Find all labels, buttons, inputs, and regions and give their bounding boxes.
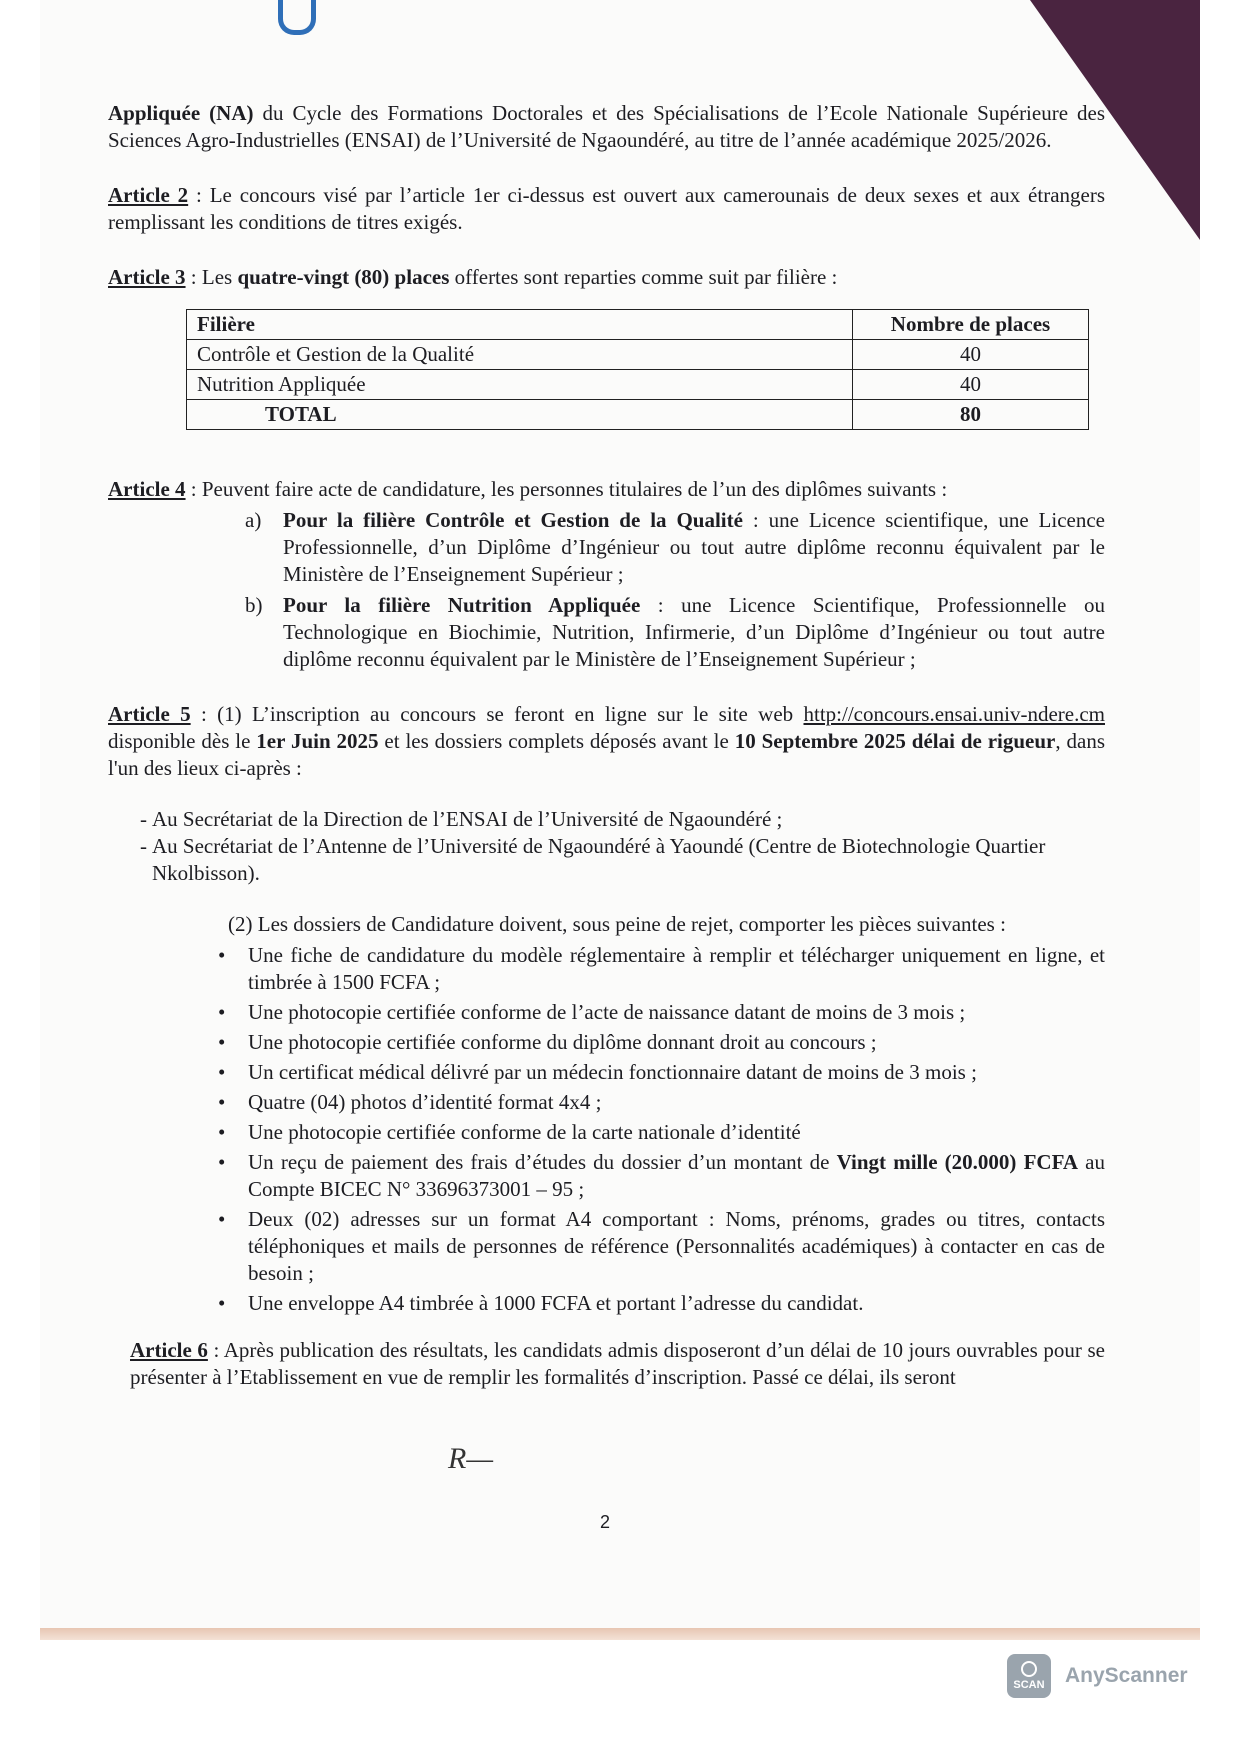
list-item: - Au Secrétariat de l’Antenne de l’Université de Ngaoundéré à Yaoundé (Centre de Biotechnologie Quartier Nkolbisson).	[140, 833, 1105, 887]
article-4-label: Article 4	[108, 477, 186, 501]
article-5-label: Article 5	[108, 702, 191, 726]
header-places: Nombre de places	[853, 310, 1089, 340]
table-total-row: TOTAL 80	[187, 400, 1089, 430]
page-number: 2	[600, 1512, 611, 1532]
locations-list	[140, 806, 1105, 887]
dossier-intro: (2) Les dossiers de Candidature doivent, sous peine de rejet, comporter les pièces suivantes :	[228, 912, 1006, 936]
website-link[interactable]: http://concours.ensai.univ-ndere.cm	[803, 702, 1105, 726]
scanner-watermark	[1007, 1654, 1188, 1698]
list-item: • Une photocopie certifiée conforme du diplôme donnant droit au concours ;	[218, 1029, 1105, 1056]
table-header-row	[187, 310, 1089, 340]
article-2: Article 2 : Le concours visé par l’article 1er ci-dessus est ouvert aux camerounais de deux sexes et aux étrangers remplissant les conditions de titres exigés.	[108, 183, 1105, 234]
article-6: Article 6 : Après publication des résultats, les candidats admis disposeront d’un délai de 10 jours ouvrables pour se présenter à l’Etablissement en vue de remplir les formalités d’inscription. Passé ce délai, ils seront	[130, 1338, 1105, 1389]
list-item: - Au Secrétariat de la Direction de l’ENSAI de l’Université de Ngaoundéré ;	[140, 806, 1105, 833]
list-item: • Une fiche de candidature du modèle réglementaire à remplir et télécharger uniquement en ligne, et timbrée à 1500 FCFA ;	[218, 942, 1105, 996]
scanner-brand: AnyScanner	[1065, 1664, 1188, 1687]
list-item: a) Pour la filière Contrôle et Gestion de la Qualité : une Licence scientifique, une Licence Professionnelle, d’un Diplôme d’Ingénieur ou tout autre diplôme reconnu équivalent par le Ministère de l’Enseignement Supérieur ;	[245, 508, 1105, 586]
scan-logo-icon: SCAN	[1007, 1654, 1051, 1698]
document-body	[108, 100, 1105, 1419]
article-4: Article 4 : Peuvent faire acte de candidature, les personnes titulaires de l’un des diplômes suivants :	[108, 477, 948, 501]
places-table	[186, 309, 1089, 430]
documents-list	[108, 942, 1105, 1317]
article-2-label: Article 2	[108, 183, 189, 207]
list-item: • Une enveloppe A4 timbrée à 1000 FCFA et portant l’adresse du candidat.	[218, 1290, 1105, 1317]
list-item: • Deux (02) adresses sur un format A4 comportant : Noms, prénoms, grades ou titres, contacts téléphoniques et mails de personnes de référence (Personnalités académiques) à contacter en cas de besoin ;	[218, 1206, 1105, 1287]
table-row: Contrôle et Gestion de la Qualité 40	[187, 340, 1089, 370]
list-item: • Une photocopie certifiée conforme de la carte nationale d’identité	[218, 1119, 1105, 1146]
list-item: • Une photocopie certifiée conforme de l’acte de naissance datant de moins de 3 mois ;	[218, 999, 1105, 1026]
header-filiere: Filière	[187, 310, 853, 340]
article-3-label: Article 3	[108, 265, 186, 289]
paper-clip-icon	[278, 0, 316, 35]
list-item: • Quatre (04) photos d’identité format 4x4 ;	[218, 1089, 1105, 1116]
article-3: Article 3 : Les quatre-vingt (80) places offertes sont reparties comme suit par filière :	[108, 265, 838, 289]
list-item: b) Pour la filière Nutrition Appliquée : une Licence Scientifique, Professionnelle ou Technologique en Biochimie, Nutrition, Infirmerie, d’un Diplôme d’Ingénieur ou tout autre diplôme reconnu équivalent par le Ministère de l’Enseignement Supérieur ;	[245, 593, 1105, 671]
list-item: • Un reçu de paiement des frais d’études du dossier d’un montant de Vingt mille (20.000) FCFA au Compte BICEC N° 33696373001 – 95 ;	[218, 1149, 1105, 1203]
article-6-label: Article 6	[130, 1338, 208, 1362]
article-5: Article 5 : (1) L’inscription au concours se feront en ligne sur le site web http://concours.ensai.univ-ndere.cm disponible dès le 1er Juin 2025 et les dossiers complets déposés avant le 10 Septembre 2025 délai de rigueur, dans l'un des lieux ci-après :	[108, 702, 1105, 780]
signature-initials: R—	[448, 1442, 493, 1475]
table-row: Nutrition Appliquée 40	[187, 370, 1089, 400]
intro-paragraph: Appliquée (NA) du Cycle des Formations Doctorales et des Spécialisations de l’Ecole Nationale Supérieure des Sciences Agro-Industrielles (ENSAI) de l’Université de Ngaoundéré, au titre de l’année académique 2025/2026.	[108, 101, 1105, 152]
list-item: • Un certificat médical délivré par un médecin fonctionnaire datant de moins de 3 mois ;	[218, 1059, 1105, 1086]
diploma-list	[108, 507, 1105, 673]
paper-edge	[40, 1628, 1200, 1640]
